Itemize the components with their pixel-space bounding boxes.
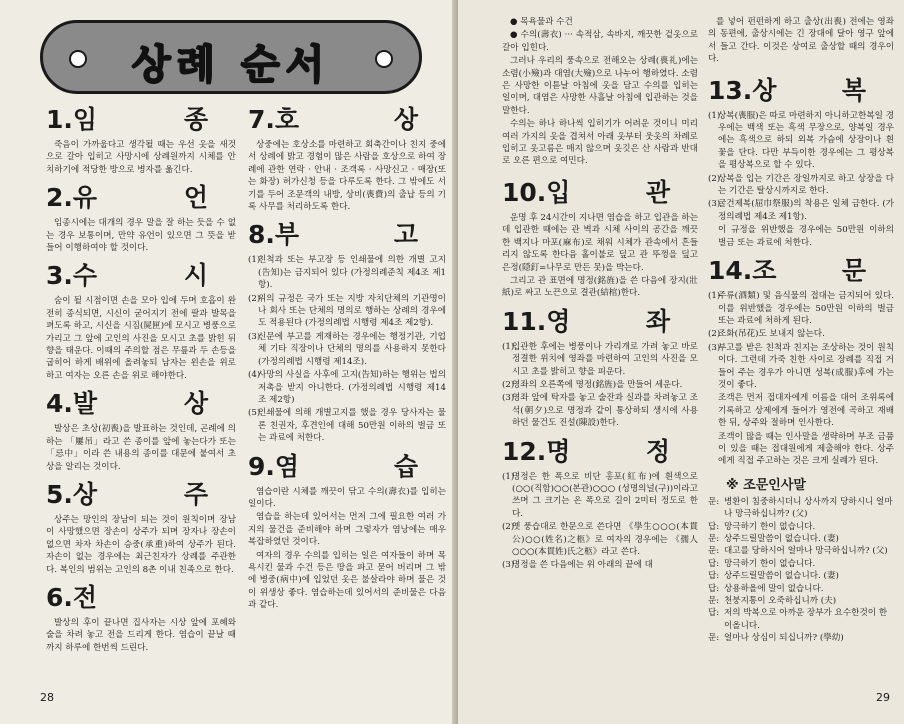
list-item-text: 명정은 한 폭으로 비단 홍포(紅布)에 흰색으로 (○○(직함)○○(본관)○○○ (성명의널(구))이라고 쓰며 그 크기는 온 폭으로 길이 2미터 정도로 한다.	[512, 471, 698, 519]
section-heading	[248, 451, 446, 483]
section-list-item	[502, 471, 698, 521]
condolence-line	[708, 521, 894, 533]
list-item-text: 부고를 받은 친척과 친지는 조상하는 것이 원칙이다. 그런데 가죽 친한 사이로 장례를 직접 거들어 주는 경우가 아니면 성복(成服)후에 가는 것이 좋다.	[718, 342, 894, 390]
section	[502, 306, 698, 430]
section-paragraph: 상중에는 호상소를 마련하고 회축간이나 친지 중에서 상례에 밝고 경험이 많은 사람을 호상으로 하여 장례에 관한 연락 · 안내 · 조객록 · 사망신고 · 매장(또는 화장) 허가신청 등을 다루도록 한다. 그 밖에도 서기를 두어 조문객의 내방, 상비(喪費)의 출납 등의 기록 사무를 처리하도록 한다.	[248, 140, 446, 213]
section-heading-first: 13.상	[708, 75, 777, 105]
section-heading-second: 복	[841, 75, 866, 105]
section	[248, 104, 446, 213]
section	[502, 436, 698, 572]
section-list-item	[502, 559, 698, 571]
list-item-text: 영좌 앞에 탁자를 놓고 술잔과 실과를 차려놓고 조석(朝夕)으로 명정과 같이 통상하되 생시에 사용하던 물건도 진설(陳設)한다.	[512, 393, 698, 429]
section-list-item	[502, 379, 698, 391]
list-item-number: (3)	[248, 331, 261, 342]
condolence-speaker: 답:	[708, 583, 720, 594]
section-heading-second: 언	[183, 183, 208, 213]
condolence-speaker: 답:	[708, 521, 720, 532]
section-list-item	[708, 198, 894, 223]
section-paragraph: 발상의 후이 끝나면 집사자는 시상 앞에 포혜와 술을 차려 놓고 전을 드리게 한다. 염습이 끝날 때까지 하루에 한번씩 드린다.	[46, 617, 236, 653]
condolence-line	[708, 632, 894, 644]
list-item-number: (2)	[502, 522, 515, 533]
condolence-speaker: 문:	[708, 546, 720, 557]
list-item-number: (2)	[248, 293, 261, 304]
condolence-line	[708, 583, 894, 595]
list-item-text: 상복을 입는 기간은 장일까지로 하고 상장을 다는 기간은 탈상시까지로 한다.	[718, 173, 894, 197]
list-item-number: (3)	[708, 342, 721, 353]
spacer	[708, 67, 894, 75]
list-item-number: (2)	[708, 329, 721, 340]
section-heading-second: 정	[645, 436, 670, 466]
section-heading-second: 습	[393, 451, 418, 481]
list-item-number: (1)	[708, 110, 721, 121]
section-list-item	[502, 521, 698, 558]
intro-paragraph: ● 수의(壽衣) ··· 속적삼, 속바지, 깨끗한 겉옷으로 갈아 입힌다.	[502, 30, 698, 53]
section-heading-first: 11.영	[502, 306, 571, 336]
section-heading-first: 5.상	[46, 479, 98, 509]
section-heading-second: 좌	[645, 306, 670, 336]
list-item-number: (5)	[248, 408, 261, 419]
section-list-item	[248, 293, 446, 330]
section	[502, 177, 698, 300]
section-heading-second: 문	[841, 256, 866, 286]
condolence-speaker: 문:	[708, 534, 720, 544]
section-list-item	[708, 173, 894, 198]
section-paragraph: 그리고 관 표면에 명정(銘旌)을 쓴 다음에 장지(壯紙)로 싸고 노끈으로 결관(結棺)한다.	[502, 275, 698, 299]
section-list-item	[502, 341, 698, 378]
section	[46, 182, 236, 254]
condolence-line	[708, 607, 894, 632]
section-heading-second: 종	[183, 105, 208, 134]
condolence-line	[708, 558, 894, 570]
section-list-item	[248, 369, 446, 406]
condolence-line	[708, 570, 894, 582]
list-item-text: 옛 풍습대로 한문으로 쓴다면 《學生○○○(本貫公)○○(姓名)之柩》로 여자의 경우에는 《孺人○○○(本貫姓)氏之柩》라고 쓴다.	[512, 522, 698, 557]
section-list-item	[248, 407, 446, 444]
list-item-text: 인쇄물에 의해 개별고지를 했을 경우 당사자는 물론 친권자, 후견인에 대해 50만원 이하의 벌금 또는 과료에 처한다.	[258, 408, 446, 444]
left-column-2	[248, 104, 446, 618]
condolence-speaker: 문:	[708, 633, 720, 644]
condolence-text: 천붕지통이 오죽하십니까 (夫)	[724, 596, 837, 607]
list-item-text: 친척과 또는 부고장 등 인쇄물에 의한 개별 고지(告知)는 금지되어 있다 (가정의례준칙 제4조 제1항).	[258, 255, 446, 291]
list-item-number: (3)	[502, 560, 515, 571]
list-item-text: 조객은 먼저 접대자에게 이름을 대어 조위록에 기록하고 상제에게 들어가 영전에 곡하고 재배한 뒤, 상주와 절하며 인사한다.	[718, 393, 894, 429]
section-list-item	[708, 110, 894, 172]
section-paragraph: 여자의 경우 수의를 입히는 일은 여자들이 하며 목욕시킨 물과 수건 등은 땅을 파고 묻어 버리며 그 밖에 병중(病中)에 입었던 옷은 불살라야 하며 물은 것이 위생상 좋다. 염습하는데 있어서의 준비물은 다음과 같다.	[248, 550, 446, 611]
section-paragraph: 발상은 초상(初喪)을 발표하는 것인데, 곤례에 의하는 「屢吊」라고 쓴 종이를 앞에 놓는다가 또는 「忌中」이라 쓴 내용의 종이를 대문에 붙여서 초상을 알리는 것이다.	[46, 424, 236, 472]
section-list-item	[248, 331, 446, 368]
section-paragraph: 임종시에는 대개의 경우 말을 잘 하는 듯을 수 없는 경우 보통이며, 만약 유언이 있으면 그 뜻을 받들어 이행하여야 할 것이다.	[46, 218, 236, 254]
intro-paragraph: ● 목욕물과 수건	[510, 17, 573, 27]
intro-paragraph: 수의는 하나 하나씩 입히기가 어려운 것이니 미리 여러 가지의 옷을 겹쳐서 아래 옷부터 웃옷의 차례로 입히고 옷고름은 매지 않으며 옷깃은 산 사람과 반대로 오른 편으로 여민다.	[502, 119, 698, 167]
list-item-number: (3)	[708, 199, 721, 210]
section-paragraph: 죽음이 가까웁다고 생각될 때는 우선 옷을 새것으로 갈아 입히고 사망시에 상례원까지 시체를 안치하기에 적당한 방으로 병자를 옮긴다.	[46, 140, 236, 175]
list-item-text: 주류(酒類) 및 음식물의 접대는 금지되어 있다. 이를 위반했을 경우에는 50만원 이하의 벌금 또는 과료에 처하게 된다.	[718, 291, 894, 326]
list-item-text: 입관한 후에는 병풍이나 가리개로 가려 놓고 바로 정결한 위치에 영좌를 마련하여 고인의 사진을 모시고 초를 밝히고 향을 피운다.	[512, 341, 698, 377]
section	[46, 104, 236, 176]
section-heading-first: 12.명	[502, 436, 571, 466]
section-list-item	[708, 342, 894, 392]
section-heading	[46, 260, 236, 292]
section-heading-second: 시	[183, 261, 208, 291]
condolence-speaker: 답:	[708, 608, 720, 619]
condolence-title: ※ 조문인사말	[726, 477, 806, 493]
section-paragraph: 염습을 하는데 있어서는 먼저 그에 필요한 여러 가지의 물건을 준비해야 하며 그렇자가 염낭에는 매우 복잡하였던 것이다.	[248, 512, 446, 548]
list-item-number: (4)	[248, 370, 261, 381]
section-heading	[46, 104, 236, 136]
spacer	[502, 169, 698, 177]
right-page	[458, 0, 904, 724]
banner-title: 상례 순서	[131, 42, 331, 88]
list-item-text: 이 규정을 위반했을 경우에는 50만원 이하의 벌금 또는 과료에 처한다.	[718, 225, 894, 248]
list-item-number: (1)	[502, 471, 515, 482]
list-item-number: (3)	[502, 393, 515, 404]
section-heading-second: 상	[183, 389, 208, 419]
section-heading	[46, 182, 236, 214]
section-heading-second: 관	[645, 177, 670, 207]
section-heading	[502, 306, 698, 338]
intro-paragraph: 그러나 우리의 풍속으로 전해오는 상례(喪礼)에는 소렴(小殮)과 대염(大殮)으로 나누어 행하였다. 소렴은 사망한 이튿날 아침에 옷을 담고 수의를 입히는 일이며, 대염은 사망한 사흘날 아침에 입관하는 것을 말한다.	[502, 56, 698, 116]
condolence-speaker: 문:	[708, 596, 720, 607]
condolence-text: 상주드릴말씀이 없습니다. (妻)	[724, 571, 839, 582]
list-item-number: (1)	[248, 255, 261, 266]
section-paragraph: 운명 후 24시간이 지나면 염습을 하고 입관을 하는데 입관한 때에는 관 벽과 시체 사이의 공간을 깨끗한 백지나 마포(麻布)로 채워 시체가 관속에서 흔들리지 않도록 한다음 홀이불로 덮고 관 뚜껑을 덮고 은정(隠釘=나무로 만든 못)을 박는다.	[502, 212, 698, 273]
list-item-text: 위의 규정은 국가 또는 지방 자치단체의 기관명이나 회사 또는 단체의 명의로 행하는 상례의 경우에도 적용된다 (가정의례법 시행령 제4조 제2항).	[258, 293, 446, 329]
list-item-number: (1)	[708, 291, 721, 302]
right-column-1	[502, 16, 698, 578]
section	[46, 582, 236, 654]
list-item-text: 조화(吊花)도 보내지 않는다.	[718, 329, 825, 340]
intro-paragraph: 를 넣어 펀펀하게 하고 출상(出喪) 전에는 영좌의 동편에, 출상시에는 긴 장대에 달아 영구 앞에서 들고 간다. 이것은 상여로 출상할 때의 경우이다.	[708, 17, 894, 65]
list-item-number: (2)	[708, 173, 721, 184]
list-item-text: 조객이 많을 때는 인사말을 생략하며 부조 금품이 있을 때는 접대원에게 제출해야 한다. 상주에게 직접 주고하는 것은 크게 실례가 된다.	[718, 431, 894, 467]
section-heading	[708, 75, 894, 107]
condolence-text: 망극하기 한이 없습니다.	[724, 558, 816, 569]
page-number-right: 29	[876, 691, 890, 704]
section-list-item	[708, 290, 894, 327]
section-heading	[46, 479, 236, 511]
section-heading-first: 1.임	[46, 105, 98, 134]
condolence-line	[708, 533, 894, 545]
section-heading	[248, 104, 446, 136]
list-item-text: 사망의 사실을 사후에 고지(告知)하는 행위는 법의 저촉을 받지 아니한다. (가정의례법 시행령 제14조 제2항)	[258, 370, 446, 405]
section-paragraph: 숨이 될 시점이면 손을 모아 입에 두며 호흡이 완전히 종식되면, 시신이 굳어지기 전에 팔과 발목을 펴도록 하고, 시신을 시짐(屍匣)에 모시고 병풍으로 가리고 그 앞에 고인의 사진을 모시고 초를 밝힌 뒤 향을 태운다. 이때의 주의할 점은 무릎과 두 손등을 굽히어 하게 배위에 올려놓되 남자는 왼손을 위로하고 여자는 오른 손을 위로 해야한다.	[46, 296, 236, 381]
section-heading	[502, 177, 698, 209]
condolence-text: 상주드릴말씀이 없습니다. (妻)	[724, 534, 839, 544]
section-heading	[248, 219, 446, 251]
condolence-text: 상용하올에 말이 없습니다.	[724, 583, 824, 594]
section-heading	[46, 582, 236, 614]
condolence-speaker: 답:	[708, 558, 720, 569]
section-heading	[46, 388, 236, 420]
section-heading-first: 4.발	[46, 389, 98, 419]
condolence-line	[708, 496, 894, 521]
title-banner	[40, 20, 422, 94]
section-heading-first: 9.염	[248, 451, 300, 481]
list-item-number: (2)	[502, 379, 515, 390]
section-list-item	[708, 224, 894, 249]
condolence-line	[708, 595, 894, 607]
condolence-text: 병환이 침중하시더니 상사까지 당하시니 얼마나 망극하십니까? (父)	[724, 496, 893, 520]
section-heading-first: 7.호	[248, 105, 300, 134]
right-column-2	[708, 16, 894, 645]
condolence-line	[708, 545, 894, 557]
section	[46, 479, 236, 576]
section	[46, 388, 236, 473]
list-item-text: 상복(喪服)은 따로 마련하지 아니하고한복일 경우에는 백색 또는 흑색 무장으로, 양복일 경우에는 흑색으로 하되 외복 가슴에 상장이나 흰 꽃을 단다. 다만 부득이한 경우에는 그 평상복을 평상복으로 할 수 있다.	[718, 110, 894, 171]
condolence-text: 저의 박복으로 아까운 장부가 요수한것이 한이올니다.	[724, 608, 888, 631]
section-heading	[708, 255, 894, 287]
condolence-speaker: 답:	[708, 571, 720, 582]
condolence-text: 망극하기 한이 없습니다.	[724, 521, 816, 532]
section-heading-first: 2.유	[46, 183, 98, 213]
section	[708, 255, 894, 468]
section-list-item	[708, 328, 894, 340]
section-paragraph: 상주는 망인의 장남이 되는 것이 원칙이며 장남이 사망했으면 장손이 상주가 되며 장자나 장손이 없으면 차자 차손이 승중(承重)하여 상주가 된다. 자손이 없는 경우에는 최근친자가 상례를 주관한다. 복인의 범위는 고인의 8촌 이내 친족으로 한다.	[46, 514, 236, 575]
condolence-speaker: 문:	[708, 496, 720, 507]
section-list-item	[708, 431, 894, 468]
condolence-text: 대고를 당하시어 얼마나 망극하십니까? (父)	[724, 546, 888, 557]
section-heading-second: 상	[393, 105, 418, 134]
section	[708, 75, 894, 249]
section-heading-second: 주	[183, 479, 208, 509]
section-list-item	[248, 254, 446, 291]
list-item-text: 신문에 부고를 게재하는 경우에는 행정기관, 기업체 기타 직장이나 단체의 명의를 사용하지 못한다 (가정의례법 시행령 제14조).	[258, 331, 446, 367]
section-list-item	[708, 392, 894, 429]
section-heading-first: 14.조	[708, 256, 777, 286]
section-heading	[502, 436, 698, 468]
list-item-number: (1)	[502, 341, 515, 352]
list-item-text: 굴건제복(屈巾祭服)의 착용은 일체 금한다. (가정의례법 제4조 제1항).	[718, 199, 894, 222]
section-list-item	[502, 392, 698, 429]
page-number-left: 28	[40, 691, 54, 704]
section	[248, 451, 446, 612]
section-heading-second: 고	[393, 220, 418, 250]
left-column-1	[46, 104, 236, 660]
section-heading-first: 6.전	[46, 582, 98, 612]
section-heading-first: 3.수	[46, 261, 98, 291]
list-item-text: 영좌의 오른쪽에 명정(銘旌)을 만들어 세운다.	[512, 379, 683, 390]
section	[46, 260, 236, 382]
section-paragraph: 염습이란 시체를 깨끗이 닦고 수의(壽衣)를 입히는 일이다.	[248, 486, 446, 509]
condolence-text: 얼마나 상심이 되십니까? (學幼)	[724, 633, 844, 644]
list-item-text: 명정을 쓴 다음에는 위 아래의 끝에 대	[512, 560, 653, 571]
section-heading-first: 10.입	[502, 177, 571, 207]
section-heading-first: 8.부	[248, 220, 300, 250]
section	[248, 219, 446, 444]
